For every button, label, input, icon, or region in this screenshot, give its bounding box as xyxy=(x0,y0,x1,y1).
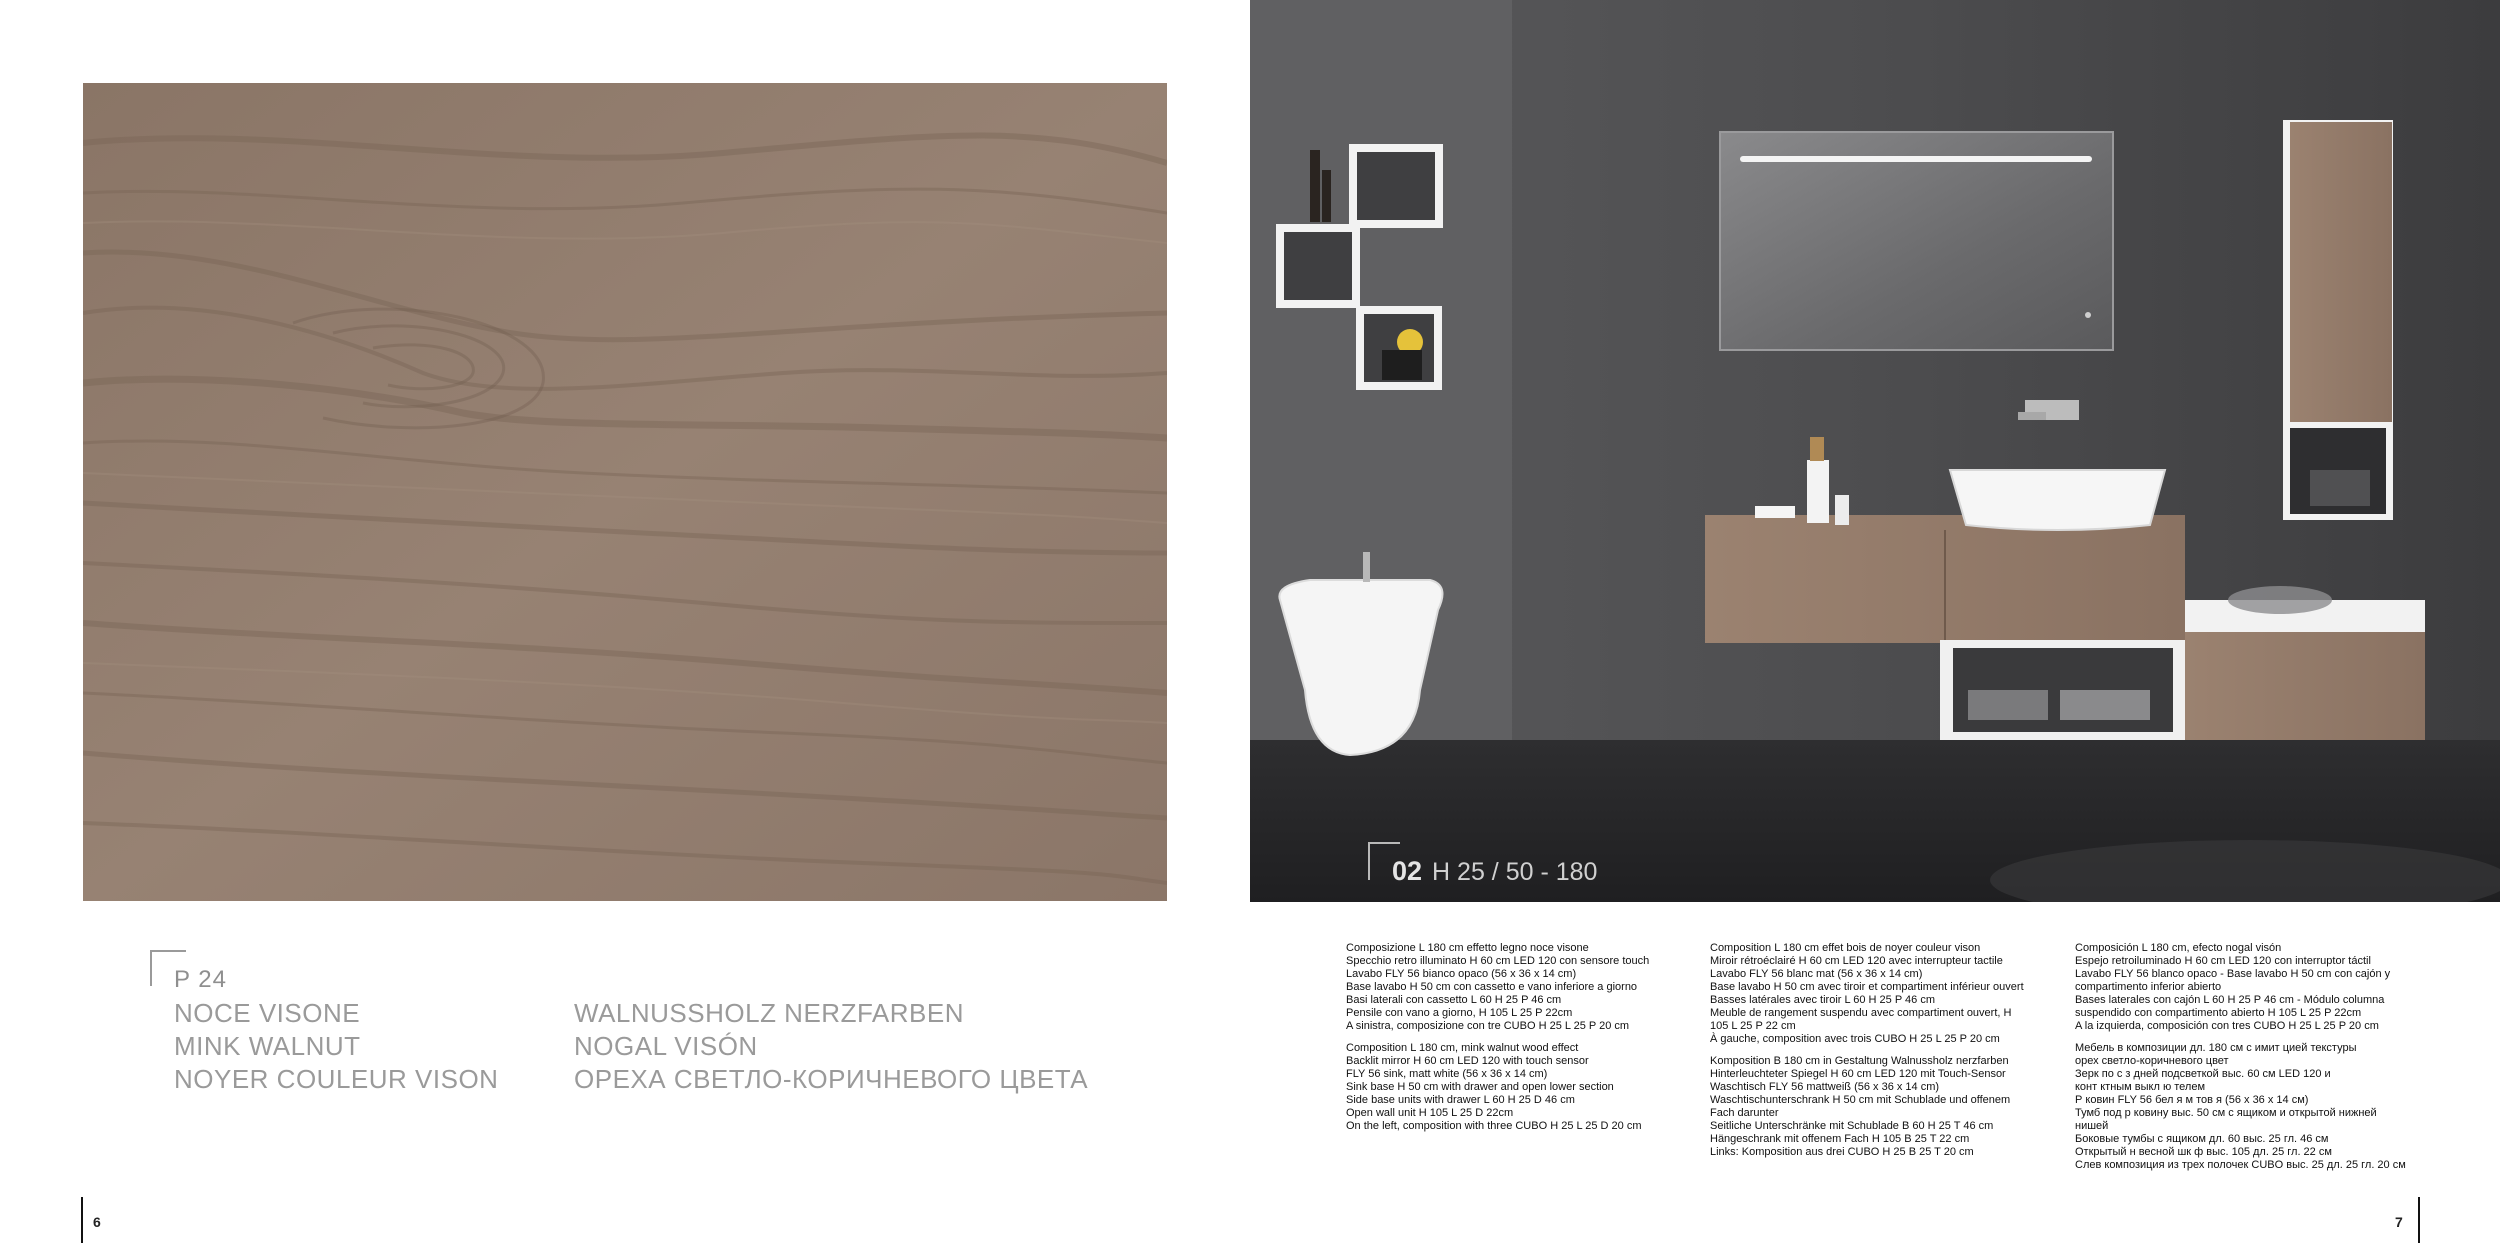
text-line: Зерк по с з дней подсветкой выс. 60 см LED 120 и xyxy=(2075,1068,2331,1080)
finish-name-french: NOYER COULEUR VISON xyxy=(174,1064,499,1094)
description-spanish xyxy=(2075,942,2445,1033)
text-line: Lavabo FLY 56 blanco opaco - Base lavabo H 50 cm con cajón y xyxy=(2075,968,2391,980)
page-number-left: 6 xyxy=(93,1214,101,1230)
text-line: A sinistra, composizione con tre CUBO H 25 L 25 P 20 cm xyxy=(1346,1020,1630,1032)
text-line: Specchio retro illuminato H 60 cm LED 120 con sensore touch xyxy=(1346,955,1650,967)
text-line: нишей xyxy=(2075,1120,2109,1132)
text-line: Open wall unit H 105 L 25 D 22cm xyxy=(1346,1107,1514,1119)
text-line: compartimento inferior abierto xyxy=(2075,981,2222,993)
text-line: Espejo retroiluminado H 60 cm LED 120 con interruptor táctil xyxy=(2075,955,2371,967)
text-line: À gauche, composition avec trois CUBO H 25 L 25 P 20 cm xyxy=(1710,1033,2000,1045)
description-english xyxy=(1346,1042,1716,1133)
finish-name-english: MINK WALNUT xyxy=(174,1031,361,1061)
text-line: Waschtisch FLY 56 mattweiß (56 x 36 x 14 cm) xyxy=(1710,1081,1940,1093)
text-line: Мебель в композиции дл. 180 см с имит цией текстуры xyxy=(2075,1042,2357,1054)
page-number-right: 7 xyxy=(2395,1214,2403,1230)
description-russian xyxy=(2075,1042,2445,1172)
text-line: Lavabo FLY 56 bianco opaco (56 x 36 x 14 cm) xyxy=(1346,968,1577,980)
description-column-fr-de xyxy=(1710,942,2080,1168)
text-line: Слев композиция из трех полочек CUBO выс. 25 дл. 25 гл. 20 см xyxy=(2075,1159,2406,1171)
text-line: Sink base H 50 cm with drawer and open lower section xyxy=(1346,1081,1614,1093)
text-line: Basses latérales avec tiroir L 60 H 25 P 46 cm xyxy=(1710,994,1935,1006)
text-line: Composizione L 180 cm effetto legno noce visone xyxy=(1346,942,1589,954)
page-number-rule-right xyxy=(2418,1197,2420,1243)
text-line: Side base units with drawer L 60 H 25 D 46 cm xyxy=(1346,1094,1575,1106)
text-line: орех светло-коричневого цвет xyxy=(2075,1055,2229,1067)
text-line: Fach darunter xyxy=(1710,1107,1779,1119)
composition-dimensions: H 25 / 50 - 180 xyxy=(1432,858,1598,886)
wood-finish-swatch-image xyxy=(83,83,1167,901)
photo-caption xyxy=(1392,856,1597,887)
page-number-rule-left xyxy=(81,1197,83,1243)
description-column-it-en xyxy=(1346,942,1716,1142)
finish-names-left xyxy=(174,997,498,1096)
text-line: Lavabo FLY 56 blanc mat (56 x 36 x 14 cm) xyxy=(1710,968,1923,980)
text-line: Base lavabo H 50 cm avec tiroir et compartiment inférieur ouvert xyxy=(1710,981,2024,993)
description-german xyxy=(1710,1055,2080,1159)
finish-name-spanish: NOGAL VISÓN xyxy=(574,1031,758,1061)
text-line: suspendido con compartimento abierto H 105 L 25 P 22cm xyxy=(2075,1007,2362,1019)
text-line: Basi laterali con cassetto L 60 H 25 P 46 cm xyxy=(1346,994,1562,1006)
text-line: Composition L 180 cm, mink walnut wood effect xyxy=(1346,1042,1579,1054)
text-line: Открытый н весной шк ф выс. 105 дл. 25 гл. 22 см xyxy=(2075,1146,2332,1158)
composition-number: 02 xyxy=(1392,856,1423,886)
text-line: конт ктным выкл ю телем xyxy=(2075,1081,2206,1093)
text-line: Links: Komposition aus drei CUBO H 25 B 25 T 20 cm xyxy=(1710,1146,1974,1158)
text-line: Base lavabo H 50 cm con cassetto e vano inferiore a giorno xyxy=(1346,981,1638,993)
bathroom-composition-photo xyxy=(1250,0,2500,902)
finish-name-italian: NOCE VISONE xyxy=(174,998,361,1028)
text-line: Meuble de rangement suspendu avec compartiment ouvert, H xyxy=(1710,1007,2012,1019)
text-line: Miroir rétroéclairé H 60 cm LED 120 avec interrupteur tactile xyxy=(1710,955,2003,967)
text-line: Тумб под р ковину выс. 50 см с ящиком и открытой нижней xyxy=(2075,1107,2377,1119)
text-line: Bases laterales con cajón L 60 H 25 P 46 cm - Módulo columna xyxy=(2075,994,2385,1006)
finish-name-russian: ОРЕХА СВЕТЛО-КОРИЧНЕВОГО ЦВЕТА xyxy=(574,1064,1089,1094)
description-italian xyxy=(1346,942,1716,1033)
description-french xyxy=(1710,942,2080,1046)
text-line: Hängeschrank mit offenem Fach H 105 B 25 T 22 cm xyxy=(1710,1133,1970,1145)
text-line: Pensile con vano a giorno, H 105 L 25 P 22cm xyxy=(1346,1007,1573,1019)
text-line: Backlit mirror H 60 cm LED 120 with touch sensor xyxy=(1346,1055,1589,1067)
text-line: Composition L 180 cm effet bois de noyer couleur vison xyxy=(1710,942,1981,954)
text-line: FLY 56 sink, matt white (56 x 36 x 14 cm) xyxy=(1346,1068,1548,1080)
text-line: Composición L 180 cm, efecto nogal visón xyxy=(2075,942,2282,954)
text-line: On the left, composition with three CUBO H 25 L 25 D 20 cm xyxy=(1346,1120,1642,1132)
text-line: A la izquierda, composición con tres CUBO H 25 L 25 P 20 cm xyxy=(2075,1020,2379,1032)
finish-names-right xyxy=(574,997,1088,1096)
text-line: 105 L 25 P 22 cm xyxy=(1710,1020,1796,1032)
text-line: Komposition B 180 cm in Gestaltung Walnussholz nerzfarben xyxy=(1710,1055,2009,1067)
text-line: Seitliche Unterschränke mit Schublade B 60 H 25 T 46 cm xyxy=(1710,1120,1994,1132)
text-line: Боковые тумбы с ящиком дл. 60 выс. 25 гл. 46 см xyxy=(2075,1133,2329,1145)
finish-name-german: WALNUSSHOLZ NERZFARBEN xyxy=(574,998,964,1028)
text-line: Hinterleuchteter Spiegel H 60 cm LED 120 mit Touch-Sensor xyxy=(1710,1068,2006,1080)
text-line: Р ковин FLY 56 бел я м тов я (56 x 36 x 14 см) xyxy=(2075,1094,2309,1106)
swatch-code: P 24 xyxy=(174,966,227,993)
text-line: Waschtischunterschrank H 50 cm mit Schublade und offenem xyxy=(1710,1094,2011,1106)
description-column-es-ru xyxy=(2075,942,2445,1181)
